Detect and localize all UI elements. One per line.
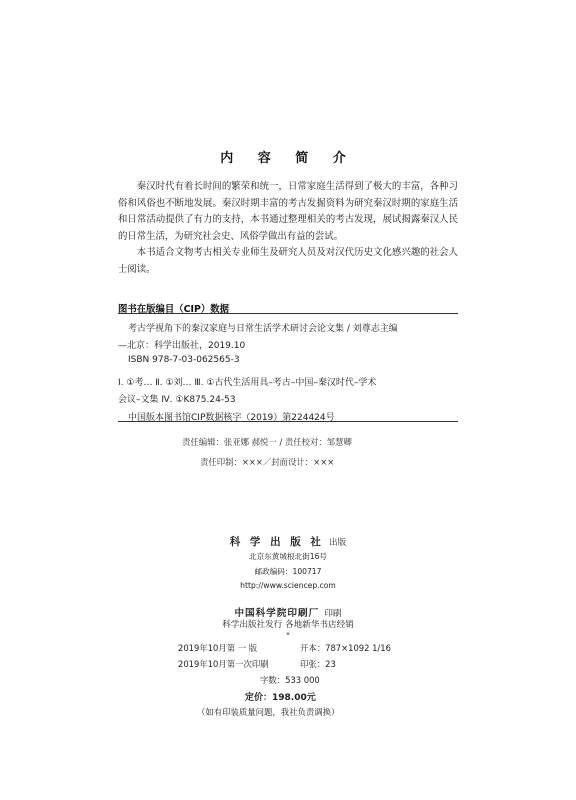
publisher-website: http://www.sciencep.com xyxy=(240,581,336,590)
publisher-role: 出版 xyxy=(329,538,347,548)
summary-paragraph: 本书适合文物考古相关专业师生及研究人员及对汉代历史文化感兴趣的社会人士阅读。 xyxy=(118,247,458,275)
responsible-editors: 责任编辑：张亚娜 郝悦一 / 责任校对：邹慧卿 xyxy=(182,437,352,447)
word-count: 字数：533 000 xyxy=(260,675,320,685)
cip-heading: 图书在版编目（CIP）数据 xyxy=(118,304,229,315)
responsible-printing: 责任印制：×××／封面设计：××× xyxy=(200,457,335,467)
cip-publisher-line: —北京：科学出版社，2019.10 xyxy=(118,341,246,351)
printing-info: 2019年10月第一次印刷 xyxy=(178,659,269,669)
summary-text xyxy=(118,179,458,279)
cip-top-rule xyxy=(118,313,458,314)
sheets-info: 印张：23 xyxy=(300,659,336,669)
quality-notice: （如有印装质量问题，我社负责调换） xyxy=(197,707,340,717)
separator-star: * xyxy=(286,631,290,639)
cip-title-line: 考古学视角下的秦汉家庭与日常生活学术研讨会论文集 / 刘尊志主编 xyxy=(128,324,398,334)
publisher-line xyxy=(0,530,576,549)
printer-name: 中国科学院印刷厂 xyxy=(234,608,320,619)
format-info: 开本：787×1092 1/16 xyxy=(300,643,391,653)
summary-paragraph: 秦汉时代有着长时间的繁荣和统一，日常家庭生活得到了极大的丰富，各种习俗和风俗也不断地发展。秦汉时期丰富的考古发掘资料为研究秦汉时期的家庭生活和日常活动提供了有力的支持，本书通过整理相关的考古发现，展试揭露秦汉人民的日常生活，为研究社会史、风俗学做出有益的尝试。 xyxy=(118,181,458,242)
summary-title: 内 容 简 介 xyxy=(220,151,356,166)
printer-role: 印刷 xyxy=(324,609,342,619)
publisher-address: 北京东黄城根北街16号 xyxy=(248,552,327,561)
cip-record-number: 中国版本图书馆CIP数据核字（2019）第224424号 xyxy=(128,413,335,423)
edition-info: 2019年10月第 一 版 xyxy=(178,643,258,653)
cip-classification-line-2: 会议–文集 Ⅳ. ①K875.24-53 xyxy=(118,395,236,405)
cip-isbn-line: ISBN 978-7-03-062565-3 xyxy=(128,355,240,365)
publisher-postcode: 邮政编码：100717 xyxy=(254,567,322,576)
distribution-line: 科学出版社发行 各地新华书店经销 xyxy=(222,620,354,630)
cip-bottom-rule xyxy=(118,421,458,422)
price: 定价：198.00元 xyxy=(245,693,316,703)
cip-classification-line: Ⅰ. ①考… Ⅱ. ①刘… Ⅲ. ①古代生活用具–考古–中国–秦汉时代–学术 xyxy=(118,378,377,388)
publisher-name: 科 学 出 版 社 xyxy=(229,536,324,548)
